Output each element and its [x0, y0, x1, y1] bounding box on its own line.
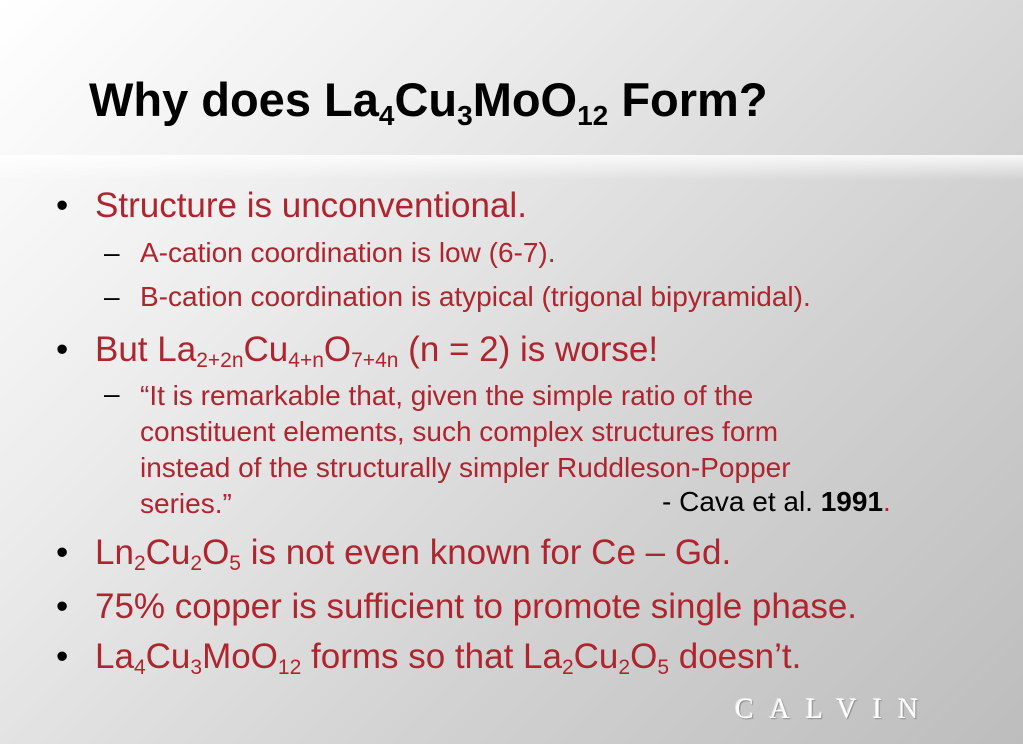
dash-marker: – [104, 281, 120, 312]
quote-line: “It is remarkable that, given the simple ratio of the [140, 380, 754, 411]
title-band [0, 0, 1023, 160]
quote-line: constituent elements, such complex structures form [140, 416, 779, 447]
bullet-structure: Structure is unconventional. [95, 186, 527, 225]
sub-bullet-a-cation: A-cation coordination is low (6-7). [140, 237, 556, 268]
citation: - Cava et al. 1991. [662, 486, 891, 517]
bullet-marker: • [56, 330, 69, 369]
bullet-marker: • [56, 587, 69, 626]
calvin-logo: CALVIN [735, 694, 935, 725]
bullet-ln2cu2o5: $Ln_2Cu_2O_5$ is not even known for Ce – Gd. [95, 533, 732, 575]
bullet-marker: • [56, 186, 69, 225]
bullet-copper: 75% copper is sufficient to promote single phase. [95, 587, 858, 626]
quote-line: instead of the structurally simpler Ruddleson-Popper [140, 452, 791, 483]
slide-title: Why does $La_4Cu_3MoO_{12}$ Form? [89, 73, 768, 131]
quote-line: series.” [140, 488, 232, 519]
sub-bullet-b-cation: B-cation coordination is atypical (trigonal bipyramidal). [140, 281, 811, 312]
bullet-but-la: But $La_{2+2n}Cu_{4+n}O_{7+4n}$ (n = 2) is worse! [95, 330, 659, 372]
bullet-forms: $La_4Cu_3MoO_{12}$ forms so that $La_2Cu_2O_5$ doesn’t. [95, 637, 802, 679]
bullet-marker: • [56, 637, 69, 676]
dash-marker: – [104, 378, 120, 409]
dash-marker: – [104, 237, 120, 268]
bullet-marker: • [56, 533, 69, 572]
